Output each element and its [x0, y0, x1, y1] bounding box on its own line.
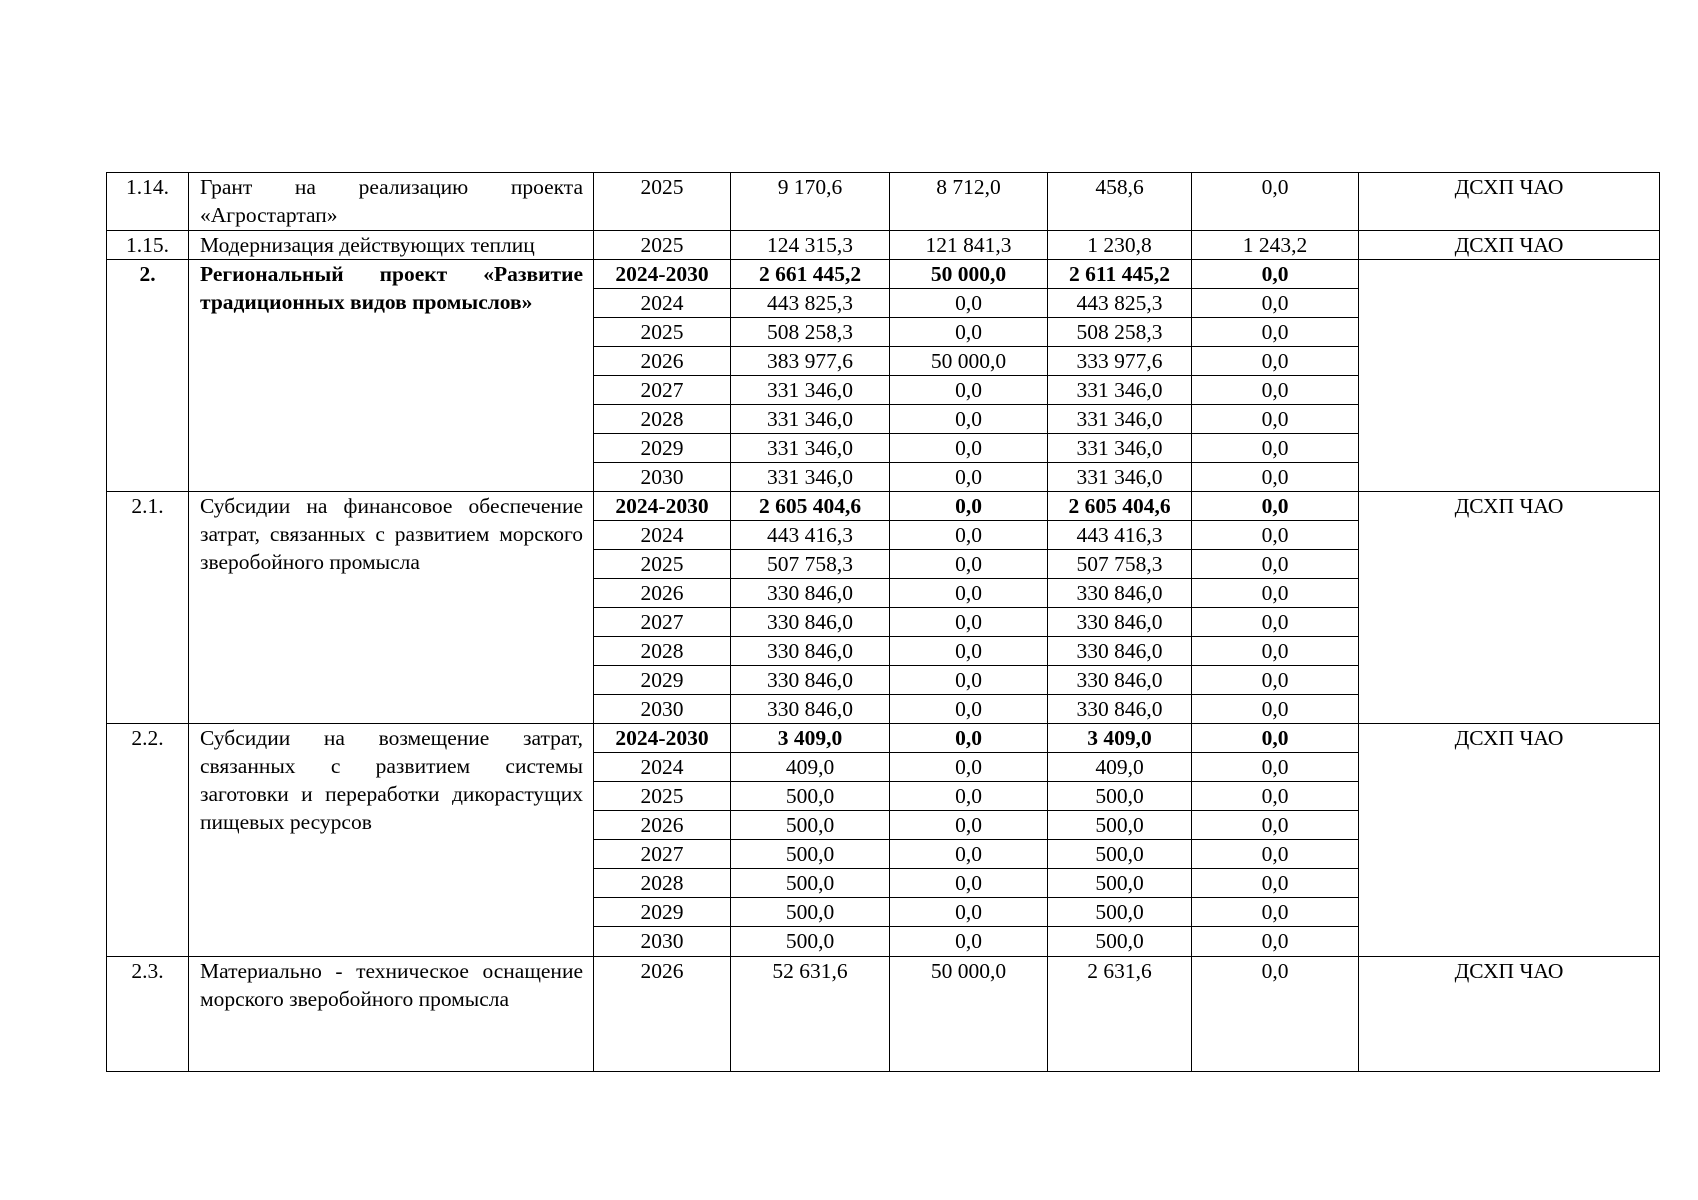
other-amount-cell: 0,0 — [1192, 492, 1359, 521]
year-cell: 2030 — [594, 463, 731, 492]
other-amount-cell: 0,0 — [1192, 579, 1359, 608]
item-number: 1.15. — [107, 231, 189, 260]
total-amount-cell: 330 846,0 — [731, 666, 890, 695]
total-amount-cell: 443 825,3 — [731, 289, 890, 318]
regional-amount-cell: 2 605 404,6 — [1048, 492, 1192, 521]
item-number: 2.1. — [107, 492, 189, 724]
other-amount-cell: 0,0 — [1192, 666, 1359, 695]
item-name: Региональный проект «Развитие традиционных видов промыслов» — [189, 260, 594, 492]
total-amount-cell: 124 315,3 — [731, 231, 890, 260]
federal-amount-cell: 0,0 — [890, 376, 1048, 405]
year-cell: 2024-2030 — [594, 260, 731, 289]
other-amount-cell: 0,0 — [1192, 753, 1359, 782]
federal-amount-cell: 0,0 — [890, 608, 1048, 637]
year-cell: 2029 — [594, 666, 731, 695]
total-amount-cell: 508 258,3 — [731, 318, 890, 347]
year-cell: 2024 — [594, 289, 731, 318]
year-cell: 2025 — [594, 550, 731, 579]
federal-amount-cell: 0,0 — [890, 927, 1048, 957]
item-name: Субсидии на финансовое обеспечение затрат, связанных с развитием морского зверобойного промысла — [189, 492, 594, 724]
other-amount-cell: 0,0 — [1192, 637, 1359, 666]
year-cell: 2027 — [594, 376, 731, 405]
year-cell: 2024-2030 — [594, 724, 731, 753]
regional-amount-cell: 500,0 — [1048, 927, 1192, 957]
federal-amount-cell: 0,0 — [890, 492, 1048, 521]
other-amount-cell: 0,0 — [1192, 811, 1359, 840]
federal-amount-cell: 50 000,0 — [890, 957, 1048, 1072]
year-cell: 2030 — [594, 927, 731, 957]
federal-amount-cell: 0,0 — [890, 405, 1048, 434]
regional-amount-cell: 3 409,0 — [1048, 724, 1192, 753]
federal-amount-cell: 0,0 — [890, 898, 1048, 927]
year-cell: 2027 — [594, 840, 731, 869]
total-amount-cell: 500,0 — [731, 840, 890, 869]
total-amount-cell: 383 977,6 — [731, 347, 890, 376]
other-amount-cell: 0,0 — [1192, 898, 1359, 927]
federal-amount-cell: 0,0 — [890, 840, 1048, 869]
federal-amount-cell: 0,0 — [890, 637, 1048, 666]
item-name: Материально - техническое оснащение морского зверобойного промысла — [189, 957, 594, 1072]
item-number: 1.14. — [107, 173, 189, 231]
responsible-executor: ДСХП ЧАО — [1359, 231, 1660, 260]
year-cell: 2026 — [594, 811, 731, 840]
other-amount-cell: 0,0 — [1192, 840, 1359, 869]
year-cell: 2029 — [594, 898, 731, 927]
regional-amount-cell: 2 611 445,2 — [1048, 260, 1192, 289]
other-amount-cell: 0,0 — [1192, 724, 1359, 753]
federal-amount-cell: 0,0 — [890, 869, 1048, 898]
year-cell: 2025 — [594, 782, 731, 811]
total-amount-cell: 2 661 445,2 — [731, 260, 890, 289]
other-amount-cell: 0,0 — [1192, 927, 1359, 957]
regional-amount-cell: 409,0 — [1048, 753, 1192, 782]
regional-amount-cell: 331 346,0 — [1048, 376, 1192, 405]
regional-amount-cell: 500,0 — [1048, 782, 1192, 811]
other-amount-cell: 0,0 — [1192, 521, 1359, 550]
total-amount-cell: 507 758,3 — [731, 550, 890, 579]
regional-amount-cell: 330 846,0 — [1048, 579, 1192, 608]
total-amount-cell: 500,0 — [731, 898, 890, 927]
other-amount-cell: 0,0 — [1192, 376, 1359, 405]
total-amount-cell: 500,0 — [731, 811, 890, 840]
regional-amount-cell: 500,0 — [1048, 840, 1192, 869]
regional-amount-cell: 500,0 — [1048, 869, 1192, 898]
regional-amount-cell: 2 631,6 — [1048, 957, 1192, 1072]
table-body — [107, 173, 1660, 1072]
total-amount-cell: 409,0 — [731, 753, 890, 782]
regional-amount-cell: 500,0 — [1048, 811, 1192, 840]
total-amount-cell: 2 605 404,6 — [731, 492, 890, 521]
total-amount-cell: 9 170,6 — [731, 173, 890, 231]
year-cell: 2026 — [594, 957, 731, 1072]
total-amount-cell: 331 346,0 — [731, 434, 890, 463]
total-amount-cell: 52 631,6 — [731, 957, 890, 1072]
total-amount-cell: 330 846,0 — [731, 637, 890, 666]
year-cell: 2026 — [594, 347, 731, 376]
responsible-executor: ДСХП ЧАО — [1359, 492, 1660, 724]
regional-amount-cell: 443 416,3 — [1048, 521, 1192, 550]
other-amount-cell: 0,0 — [1192, 869, 1359, 898]
federal-amount-cell: 50 000,0 — [890, 260, 1048, 289]
year-cell: 2029 — [594, 434, 731, 463]
other-amount-cell: 0,0 — [1192, 608, 1359, 637]
other-amount-cell: 0,0 — [1192, 318, 1359, 347]
total-amount-cell: 3 409,0 — [731, 724, 890, 753]
total-amount-cell: 500,0 — [731, 927, 890, 957]
regional-amount-cell: 333 977,6 — [1048, 347, 1192, 376]
year-cell: 2024 — [594, 521, 731, 550]
federal-amount-cell: 0,0 — [890, 724, 1048, 753]
year-cell: 2027 — [594, 608, 731, 637]
regional-amount-cell: 330 846,0 — [1048, 608, 1192, 637]
item-name: Субсидии на возмещение затрат, связанных с развитием системы заготовки и переработки дикорастущих пищевых ресурсов — [189, 724, 594, 957]
federal-amount-cell: 0,0 — [890, 666, 1048, 695]
regional-amount-cell: 507 758,3 — [1048, 550, 1192, 579]
regional-amount-cell: 330 846,0 — [1048, 637, 1192, 666]
responsible-executor: ДСХП ЧАО — [1359, 724, 1660, 957]
other-amount-cell: 0,0 — [1192, 405, 1359, 434]
total-amount-cell: 331 346,0 — [731, 405, 890, 434]
year-cell: 2025 — [594, 231, 731, 260]
other-amount-cell: 0,0 — [1192, 550, 1359, 579]
other-amount-cell: 0,0 — [1192, 434, 1359, 463]
year-cell: 2030 — [594, 695, 731, 724]
total-amount-cell: 500,0 — [731, 782, 890, 811]
year-cell: 2028 — [594, 637, 731, 666]
other-amount-cell: 0,0 — [1192, 289, 1359, 318]
item-number: 2.2. — [107, 724, 189, 957]
year-cell: 2025 — [594, 318, 731, 347]
regional-amount-cell: 443 825,3 — [1048, 289, 1192, 318]
total-amount-cell: 331 346,0 — [731, 376, 890, 405]
federal-amount-cell: 0,0 — [890, 579, 1048, 608]
federal-amount-cell: 0,0 — [890, 811, 1048, 840]
other-amount-cell: 0,0 — [1192, 347, 1359, 376]
federal-amount-cell: 0,0 — [890, 463, 1048, 492]
funding-table — [106, 172, 1660, 1072]
federal-amount-cell: 0,0 — [890, 434, 1048, 463]
year-cell: 2028 — [594, 405, 731, 434]
regional-amount-cell: 331 346,0 — [1048, 463, 1192, 492]
other-amount-cell: 1 243,2 — [1192, 231, 1359, 260]
federal-amount-cell: 0,0 — [890, 695, 1048, 724]
responsible-executor — [1359, 260, 1660, 492]
year-cell: 2028 — [594, 869, 731, 898]
table-row — [107, 724, 1660, 753]
federal-amount-cell: 0,0 — [890, 521, 1048, 550]
regional-amount-cell: 500,0 — [1048, 898, 1192, 927]
regional-amount-cell: 458,6 — [1048, 173, 1192, 231]
other-amount-cell: 0,0 — [1192, 957, 1359, 1072]
total-amount-cell: 330 846,0 — [731, 695, 890, 724]
table-row — [107, 231, 1660, 260]
federal-amount-cell: 0,0 — [890, 289, 1048, 318]
other-amount-cell: 0,0 — [1192, 173, 1359, 231]
year-cell: 2025 — [594, 173, 731, 231]
other-amount-cell: 0,0 — [1192, 260, 1359, 289]
item-name: Грант на реализацию проекта «Агростартап» — [189, 173, 594, 231]
other-amount-cell: 0,0 — [1192, 463, 1359, 492]
item-number: 2. — [107, 260, 189, 492]
regional-amount-cell: 508 258,3 — [1048, 318, 1192, 347]
table-row — [107, 260, 1660, 289]
federal-amount-cell: 0,0 — [890, 318, 1048, 347]
item-number: 2.3. — [107, 957, 189, 1072]
responsible-executor: ДСХП ЧАО — [1359, 957, 1660, 1072]
regional-amount-cell: 331 346,0 — [1048, 405, 1192, 434]
total-amount-cell: 443 416,3 — [731, 521, 890, 550]
regional-amount-cell: 330 846,0 — [1048, 666, 1192, 695]
table-row — [107, 492, 1660, 521]
federal-amount-cell: 0,0 — [890, 550, 1048, 579]
table-row — [107, 173, 1660, 231]
federal-amount-cell: 121 841,3 — [890, 231, 1048, 260]
federal-amount-cell: 50 000,0 — [890, 347, 1048, 376]
other-amount-cell: 0,0 — [1192, 782, 1359, 811]
federal-amount-cell: 0,0 — [890, 782, 1048, 811]
year-cell: 2024 — [594, 753, 731, 782]
regional-amount-cell: 1 230,8 — [1048, 231, 1192, 260]
year-cell: 2026 — [594, 579, 731, 608]
table-row — [107, 957, 1660, 1072]
total-amount-cell: 500,0 — [731, 869, 890, 898]
total-amount-cell: 331 346,0 — [731, 463, 890, 492]
responsible-executor: ДСХП ЧАО — [1359, 173, 1660, 231]
regional-amount-cell: 331 346,0 — [1048, 434, 1192, 463]
year-cell: 2024-2030 — [594, 492, 731, 521]
total-amount-cell: 330 846,0 — [731, 579, 890, 608]
federal-amount-cell: 0,0 — [890, 753, 1048, 782]
federal-amount-cell: 8 712,0 — [890, 173, 1048, 231]
regional-amount-cell: 330 846,0 — [1048, 695, 1192, 724]
item-name: Модернизация действующих теплиц — [189, 231, 594, 260]
total-amount-cell: 330 846,0 — [731, 608, 890, 637]
other-amount-cell: 0,0 — [1192, 695, 1359, 724]
